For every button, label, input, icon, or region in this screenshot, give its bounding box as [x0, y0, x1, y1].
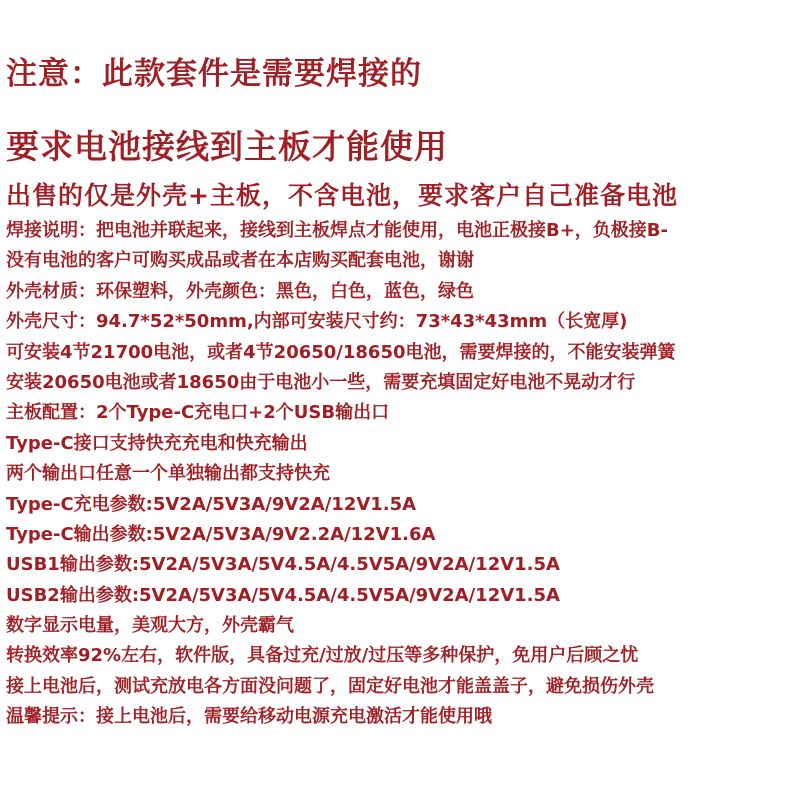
detail-soldering-instructions: 焊接说明：把电池并联起来，接线到主板焊点才能使用，电池正极接B+，负极接B-: [6, 220, 668, 241]
headline-wiring-requirement: 要求电池接线到主板才能使用: [6, 127, 448, 166]
detail-typec-output-params: Type-C输出参数:5V2A/5V3A/9V2.2A/12V1.6A: [6, 523, 436, 545]
detail-shell-material: 外壳材质：环保塑料，外壳颜色：黑色，白色，蓝色，绿色: [6, 280, 474, 302]
detail-typec-fast-charge: Type-C接口支持快充充电和快充输出: [6, 432, 308, 454]
detail-list: [6, 216, 676, 733]
detail-battery-compatibility: 可安装4节21700电池，或者4节20650/18650电池，需要焊接的，不能安装弹簧: [6, 341, 676, 363]
detail-battery-purchase-note: 没有电池的客户可购买成品或者在本店购买配套电池，谢谢: [6, 250, 474, 272]
detail-board-config: 主板配置：2个Type-C充电口+2个USB输出口: [6, 402, 390, 424]
detail-small-battery-note: 安装20650电池或者18650由于电池小一些，需要充填固定好电池不晃动才行: [6, 371, 636, 393]
detail-shell-dimensions: 外壳尺寸：94.7*52*50mm,内部可安装尺寸约：73*43*43mm（长宽厚): [6, 311, 628, 333]
detail-typec-input-params: Type-C充电参数:5V2A/5V3A/9V2A/12V1.5A: [6, 493, 417, 515]
headline-package-contents: 出售的仅是外壳+主板，不含电池，要求客户自己准备电池: [6, 181, 678, 210]
detail-output-fast-charge: 两个输出口任意一个单独输出都支持快充: [6, 463, 330, 485]
detail-efficiency-protection: 转换效率92%左右，软件版，具备过充/过放/过压等多种保护，免用户后顾之忧: [6, 645, 639, 667]
detail-activation-tip: 温馨提示：接上电池后，需要给移动电源充电激活才能使用哦: [6, 706, 492, 728]
detail-digital-display: 数字显示电量，美观大方，外壳霸气: [6, 615, 294, 637]
detail-usb2-output-params: USB2输出参数:5V2A/5V3A/5V4.5A/4.5V5A/9V2A/12V1.5A: [6, 584, 560, 606]
headline-soldering-notice: 注意：此款套件是需要焊接的: [6, 56, 422, 92]
detail-usb1-output-params: USB1输出参数:5V2A/5V3A/5V4.5A/4.5V5A/9V2A/12V1.5A: [6, 554, 560, 576]
detail-assembly-warning: 接上电池后，测试充放电各方面没问题了，固定好电池才能盖盖子，避免损伤外壳: [6, 675, 654, 697]
